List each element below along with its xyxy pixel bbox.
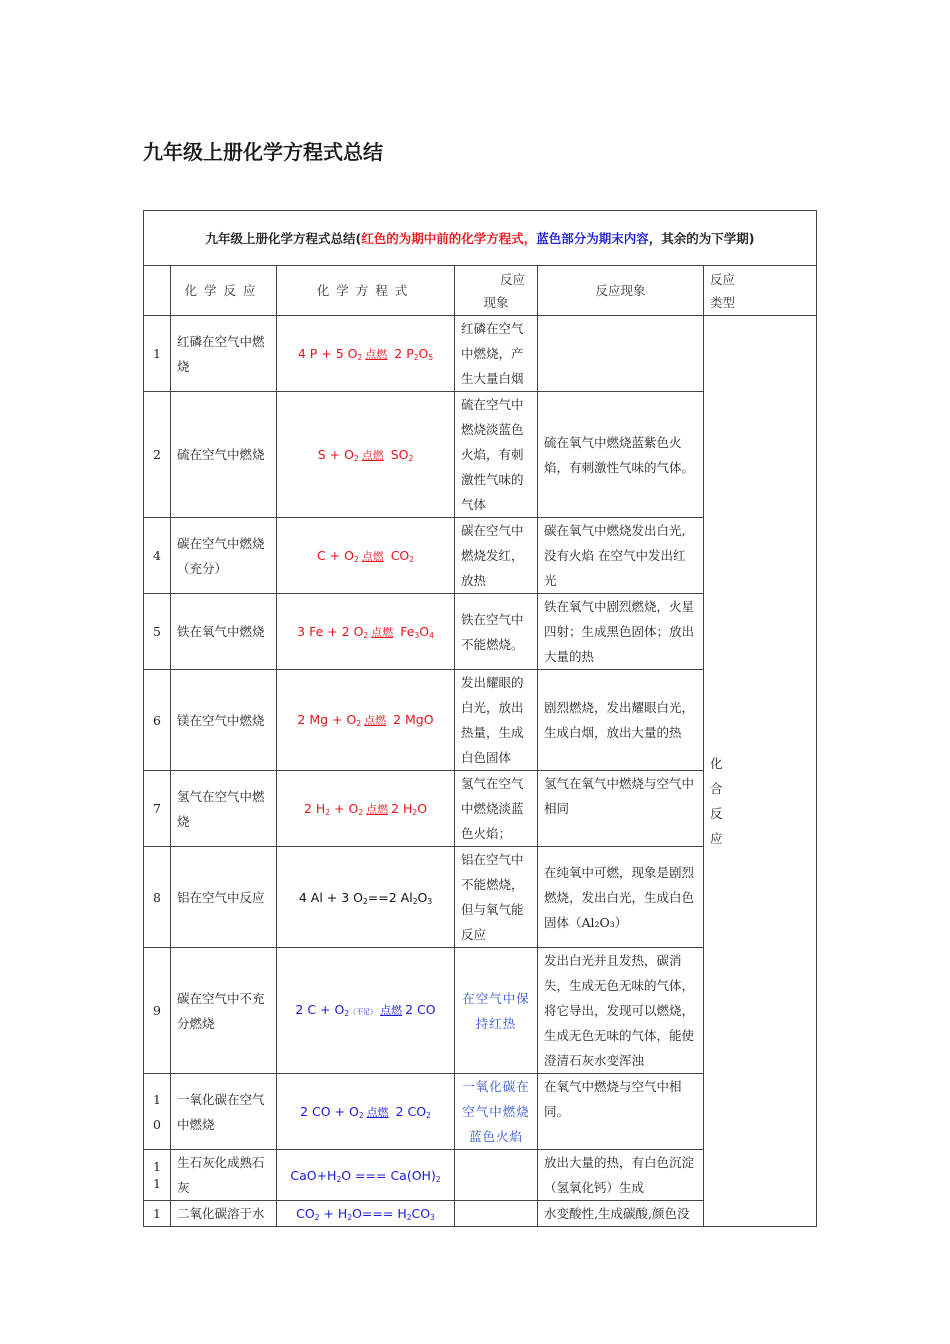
chemical-equation: $C + O_2$ 点燃 $CO_2$ xyxy=(277,518,455,594)
observation-text: 铝在空气中不能燃烧，但与氧气能反应 xyxy=(455,847,538,948)
col-header-phenomenon: 反应现象 xyxy=(538,266,704,316)
phenomenon-text: 在纯氧中可燃，现象是剧烈燃烧，发出白光，生成白色固体（Al₂O₃） xyxy=(538,847,704,948)
table-header xyxy=(144,211,817,266)
reaction-name: 氢气在空气中燃烧 xyxy=(171,771,277,847)
chemical-equation: 4 Al + 3 $O_2==2$ $Al_2O_3$ xyxy=(277,847,455,948)
phenomenon-text: 水变酸性,生成碳酸,颜色没 xyxy=(538,1201,704,1227)
col-header-type-2: 类型 xyxy=(710,294,736,310)
row-number: 8 xyxy=(144,847,171,948)
reaction-type-cell xyxy=(704,316,817,1227)
phenomenon-text: 碳在氧气中燃烧发出白光,没有火焰 在空气中发出红光 xyxy=(538,518,704,594)
reaction-name: 镁在空气中燃烧 xyxy=(171,670,277,771)
chemical-equation: 2 $H_2 + O_2$ 点燃 2 $H_2O$ xyxy=(277,771,455,847)
reaction-name: 硫在空气中燃烧 xyxy=(171,392,277,518)
row-number: 1 1 xyxy=(144,1150,171,1201)
observation-text: 发出耀眼的白光，放出热量，生成白色固体 xyxy=(455,670,538,771)
row-number: 2 xyxy=(144,392,171,518)
phenomenon-text xyxy=(538,316,704,392)
page-title: 九年级上册化学方程式总结 xyxy=(143,140,383,164)
col-header-type-1: 反应 xyxy=(710,271,736,287)
reaction-name: 铁在氧气中燃烧 xyxy=(171,594,277,670)
row-number: 5 xyxy=(144,594,171,670)
reaction-type-combination: 化 合 反 应 xyxy=(710,756,723,846)
col-header-num xyxy=(144,266,171,316)
phenomenon-text: 硫在氧气中燃烧蓝紫色火焰，有刺激性气味的气体。 xyxy=(538,392,704,518)
observation-text xyxy=(455,1150,538,1201)
header-text-black: 九年级上册化学方程式总结( xyxy=(205,230,362,246)
row-number: 4 xyxy=(144,518,171,594)
row-number: 1 xyxy=(144,316,171,392)
row-number: 6 xyxy=(144,670,171,771)
observation-text xyxy=(455,1201,538,1227)
column-header-row xyxy=(144,266,817,316)
header-text-black-2: ，其余的为下学期) xyxy=(648,230,755,246)
chemical-equation: 2 $Mg + O_2$ 点燃 2 MgO xyxy=(277,670,455,771)
equations-table xyxy=(143,210,817,1227)
phenomenon-text: 铁在氧气中剧烈燃烧，火星四射；生成黑色固体；放出大量的热 xyxy=(538,594,704,670)
chemical-equation: $CaO+H_2O$ === $Ca(OH)_2$ xyxy=(277,1150,455,1201)
observation-text: 铁在空气中不能燃烧。 xyxy=(455,594,538,670)
chemical-equation: 2 CO + $O_2$ 点燃 2 $CO_2$ xyxy=(277,1074,455,1150)
chemical-equation: 4 P + 5 $O_2$ 点燃 2 $P_2O_5$ xyxy=(277,316,455,392)
phenomenon-text: 发出白光并且发热，碳消失，生成无色无味的气体，将它导出，发现可以燃烧，生成无色无味的气体，能使澄清石灰水变浑浊 xyxy=(538,948,704,1074)
phenomenon-text: 在氧气中燃烧与空气中相同。 xyxy=(538,1074,704,1150)
table-row xyxy=(144,316,817,392)
row-number: 7 xyxy=(144,771,171,847)
row-number: 1 xyxy=(144,1201,171,1227)
reaction-name: 碳在空气中不充分燃烧 xyxy=(171,948,277,1074)
observation-text: 一氧化碳在空气中燃烧蓝色火焰 xyxy=(455,1074,538,1150)
observation-text: 红磷在空气中燃烧，产生大量白烟 xyxy=(455,316,538,392)
reaction-name: 二氧化碳溶于水 xyxy=(171,1201,277,1227)
observation-text: 氢气在空气中燃烧淡蓝色火焰； xyxy=(455,771,538,847)
col-header-equation: 化学方程式 xyxy=(316,283,415,298)
row-number: 1 0 xyxy=(144,1074,171,1150)
observation-text: 在空气中保持红热 xyxy=(455,948,538,1074)
observation-text: 硫在空气中燃烧淡蓝色火焰，有刺激性气味的气体 xyxy=(455,392,538,518)
header-text-blue: 蓝色部分为期末内容 xyxy=(536,230,649,246)
reaction-name: 一氧化碳在空气中燃烧 xyxy=(171,1074,277,1150)
reaction-name: 红磷在空气中燃烧 xyxy=(171,316,277,392)
col-header-obs-2: 现象 xyxy=(483,294,509,310)
phenomenon-text: 放出大量的热，有白色沉淀（氢氧化钙）生成 xyxy=(538,1150,704,1201)
col-header-reaction: 化学反应 xyxy=(184,283,263,298)
chemical-equation: 2 $C + O_2$（不足） 点燃 2 CO xyxy=(277,948,455,1074)
row-number: 9 xyxy=(144,948,171,1074)
reaction-name: 生石灰化成熟石灰 xyxy=(171,1150,277,1201)
col-header-obs-1: 反应 xyxy=(499,271,525,287)
header-text-red: 红色的为期中前的化学方程式， xyxy=(361,230,537,246)
phenomenon-text: 氢气在氧气中燃烧与空气中相同 xyxy=(538,771,704,847)
reaction-name: 铝在空气中反应 xyxy=(171,847,277,948)
observation-text: 碳在空气中燃烧发红，放热 xyxy=(455,518,538,594)
chemical-equation: 3 Fe + 2 $O_2$ 点燃 $Fe_3O_4$ xyxy=(277,594,455,670)
phenomenon-text: 剧烈燃烧，发出耀眼白光，生成白烟，放出大量的热 xyxy=(538,670,704,771)
chemical-equation: $S + O_2$ 点燃 $SO_2$ xyxy=(277,392,455,518)
chemical-equation: $CO_2 + H_2O=== H_2CO_3$ xyxy=(277,1201,455,1227)
table-header-row xyxy=(144,211,817,266)
reaction-name: 碳在空气中燃烧（充分） xyxy=(171,518,277,594)
